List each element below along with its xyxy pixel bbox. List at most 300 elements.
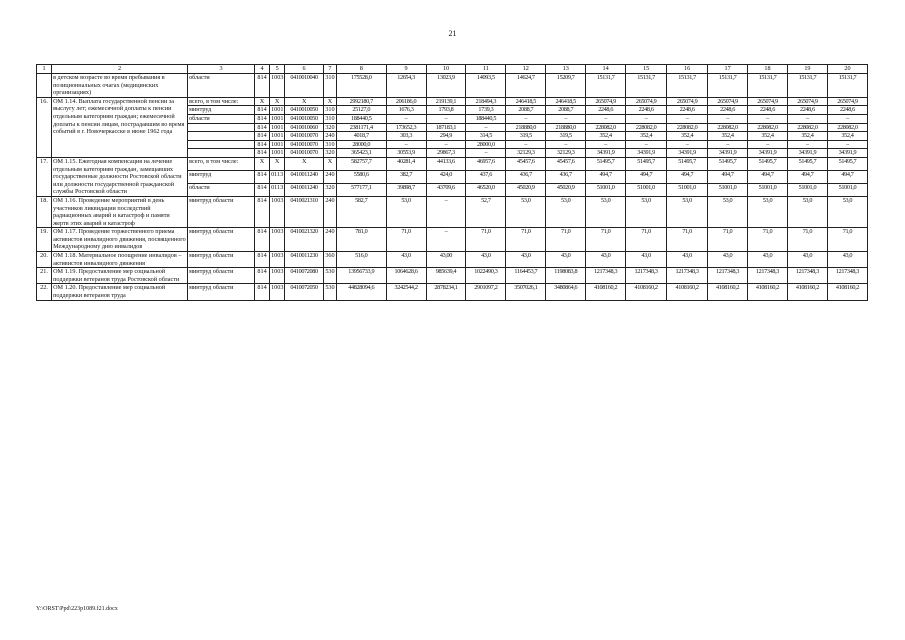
amount-cell: 13023,9 — [426, 74, 466, 98]
amount-cell: 228082,0 — [787, 123, 827, 132]
budget-code-type: 310 — [325, 114, 335, 122]
amount-cell: 53,0 — [586, 196, 626, 227]
budget-code-article: X — [285, 157, 324, 170]
budget-code-section: 1001 — [271, 149, 284, 157]
budget-code-gov: 814 — [254, 149, 269, 158]
amount-cell: – — [506, 140, 546, 149]
amount-cell: 51001,0 — [748, 183, 788, 196]
amount-cell: 71,0 — [667, 228, 708, 252]
budget-code-article: 0410011240 — [285, 170, 324, 183]
amount-cell: 71,0 — [466, 228, 506, 252]
amount-cell: 51495,7 — [748, 157, 788, 170]
executor: всего, в том числе: — [188, 97, 255, 106]
budget-code-type: 360 — [324, 252, 337, 268]
amount-cell: – — [748, 140, 788, 149]
amount-cell: 43,0 — [586, 252, 626, 268]
executor: минтруд области — [188, 228, 255, 252]
amount-cell: 218880,0 — [506, 123, 546, 132]
column-header: 5 — [270, 65, 285, 74]
amount-cell: 352,4 — [827, 132, 867, 141]
amount-cell: 3242544,2 — [386, 284, 426, 300]
executor: минтруд области — [188, 284, 255, 300]
budget-code-type: 240 — [324, 196, 337, 227]
amount-cell: 2381171,4 — [336, 123, 386, 132]
row-number: 19. — [37, 228, 52, 252]
amount-cell: – — [546, 140, 586, 149]
amount-cell: 45020,9 — [506, 183, 546, 196]
amount-cell: 53,0 — [506, 196, 546, 227]
amount-cell: 52,7 — [466, 196, 506, 227]
budget-code-section: 1003 — [270, 196, 285, 227]
row-number: 18. — [37, 196, 52, 227]
budget-code-type: 240 — [325, 132, 335, 140]
amount-cell: 4108160,2 — [586, 284, 626, 300]
amount-cell: – — [586, 114, 626, 123]
budget-code-gov: 814 — [254, 228, 269, 252]
budget-code-gov: 814 — [254, 196, 269, 227]
row-number: 16. — [37, 97, 52, 157]
amount-cell: 494,7 — [667, 170, 708, 183]
amount-cell: 352,4 — [787, 132, 827, 141]
amount-cell: 582,7 — [336, 196, 386, 227]
budget-code-gov: X — [254, 157, 269, 170]
executor — [188, 149, 255, 158]
executor — [188, 123, 255, 132]
amount-cell: 44828094,6 — [336, 284, 386, 300]
budget-code-section: 1001 — [271, 132, 284, 140]
column-header: 7 — [324, 65, 337, 74]
measure-name: ОМ 1.15. Ежегодная компенсация на лечение отдельным категориям граждан, замещавших государственные должности Ростовской области или должности государственной гражданской службы Ростовской области — [52, 157, 188, 196]
amount-cell: 51001,0 — [626, 183, 667, 196]
amount-cell: 28000,0 — [466, 140, 506, 149]
amount-cell: 71,0 — [827, 228, 867, 252]
amount-cell: 352,4 — [586, 132, 626, 141]
column-header: 1 — [37, 65, 52, 74]
amount-cell: 2248,6 — [708, 106, 748, 115]
column-header: 9 — [386, 65, 426, 74]
budget-code-section: 0113 — [270, 170, 285, 183]
budget-code-type: 320 — [325, 123, 335, 131]
amount-cell: 12654,3 — [386, 74, 426, 98]
amount-cell: 43,0 — [787, 252, 827, 268]
table-header — [37, 65, 868, 74]
amount-cell: 51495,7 — [586, 157, 626, 170]
amount-cell: 1022490,3 — [466, 268, 506, 284]
amount-cell: 1164453,7 — [506, 268, 546, 284]
amount-cell: 218494,3 — [466, 97, 506, 106]
table-row — [37, 268, 868, 284]
amount-cell: 71,0 — [748, 228, 788, 252]
column-header: 18 — [748, 65, 788, 74]
amount-cell: 46520,0 — [466, 183, 506, 196]
amount-cell: 352,4 — [708, 132, 748, 141]
amount-cell: 51001,0 — [667, 183, 708, 196]
amount-cell: 25127,0 — [336, 106, 386, 115]
budget-code-type: 530 — [324, 268, 337, 284]
header-row — [37, 65, 868, 74]
column-header: 2 — [52, 65, 188, 74]
column-header: 13 — [546, 65, 586, 74]
table-row — [37, 284, 868, 300]
amount-cell: 436,7 — [546, 170, 586, 183]
budget-code-type: 530 — [324, 284, 337, 300]
amount-cell: 424,0 — [426, 170, 466, 183]
amount-cell: 494,7 — [708, 170, 748, 183]
amount-cell: 303,3 — [386, 132, 426, 141]
budget-code-gov: 814 — [254, 140, 269, 149]
amount-cell: 43,0 — [626, 252, 667, 268]
measure-name: в детском возрасте во время пребывания в позиционнальных очагах (медицинских организациях) — [52, 74, 188, 98]
budget-code-type: 310 — [325, 106, 335, 114]
budget-code-section: X — [270, 97, 285, 106]
amount-cell: 15131,7 — [827, 74, 867, 98]
amount-cell: 71,0 — [787, 228, 827, 252]
amount-cell: 1217348,3 — [626, 268, 667, 284]
executor — [188, 140, 255, 149]
measure-name: ОМ 1.16. Проведение мероприятий в день участников ликвидации последствий радиационных аварий и катастроф и памяти жертв этих аварий и катастроф — [52, 196, 188, 227]
amount-cell: 53,0 — [546, 196, 586, 227]
column-header: 14 — [586, 65, 626, 74]
amount-cell: – — [626, 140, 667, 149]
amount-cell: 314,5 — [466, 132, 506, 141]
budget-code-gov: 814 — [254, 123, 269, 132]
amount-cell: 43,0 — [466, 252, 506, 268]
budget-code-type: 320 — [324, 183, 337, 196]
budget-code-section: 1003 — [270, 74, 285, 98]
amount-cell: 4018,7 — [336, 132, 386, 141]
amount-cell: 265074,9 — [626, 97, 667, 106]
amount-cell: 219139,1 — [426, 97, 466, 106]
amount-cell: 43,0 — [546, 252, 586, 268]
amount-cell: 228082,0 — [626, 123, 667, 132]
budget-code-gov: 814 — [254, 284, 269, 300]
amount-cell: 29867,3 — [426, 149, 466, 158]
amount-cell: 437,6 — [466, 170, 506, 183]
table-row — [37, 157, 868, 170]
amount-cell: 1217348,3 — [667, 268, 708, 284]
amount-cell: – — [708, 114, 748, 123]
executor: области — [188, 183, 255, 196]
budget-code-type: 320 — [325, 149, 335, 157]
amount-cell: 51001,0 — [827, 183, 867, 196]
amount-cell: 2248,6 — [827, 106, 867, 115]
amount-cell: 53,0 — [667, 196, 708, 227]
amount-cell: 45020,9 — [546, 183, 586, 196]
amount-cell: 2248,6 — [748, 106, 788, 115]
amount-cell: 228082,0 — [667, 123, 708, 132]
amount-cell: 436,7 — [506, 170, 546, 183]
amount-cell: – — [708, 140, 748, 149]
amount-cell: 294,9 — [426, 132, 466, 141]
amount-cell: 228082,0 — [586, 123, 626, 132]
row-number: 20. — [37, 252, 52, 268]
column-header: 20 — [827, 65, 867, 74]
amount-cell: 1676,3 — [386, 106, 426, 115]
amount-cell: 2992180,7 — [336, 97, 386, 106]
row-number: 22. — [37, 284, 52, 300]
budget-code-section: 1003 — [270, 284, 285, 300]
amount-cell: 15131,7 — [626, 74, 667, 98]
amount-cell: 494,7 — [586, 170, 626, 183]
amount-cell: 2088,7 — [506, 106, 546, 115]
amount-cell: 51001,0 — [708, 183, 748, 196]
amount-cell: 4108160,2 — [708, 284, 748, 300]
budget-code-article: 0410010050 — [285, 114, 324, 123]
amount-cell: 1739,3 — [466, 106, 506, 115]
measure-name: ОМ 1.17. Проведение торжественного приема активистов инвалидного движения, посвященного Международному дню инвалидов — [53, 228, 186, 251]
amount-cell: 51495,7 — [787, 157, 827, 170]
amount-cell: 34391,9 — [827, 149, 867, 158]
executor: минтруд области — [188, 252, 255, 268]
amount-cell: 1217348,3 — [586, 268, 626, 284]
amount-cell: 1217348,3 — [787, 268, 827, 284]
column-header: 3 — [188, 65, 255, 74]
amount-cell: – — [546, 114, 586, 123]
amount-cell: 5580,6 — [336, 170, 386, 183]
amount-cell: – — [466, 149, 506, 158]
amount-cell: 43,0 — [748, 252, 788, 268]
amount-cell: 3507026,1 — [506, 284, 546, 300]
amount-cell: 51001,0 — [787, 183, 827, 196]
amount-cell: 43,0 — [386, 252, 426, 268]
amount-cell: 45457,6 — [546, 157, 586, 170]
amount-cell: – — [426, 228, 466, 252]
amount-cell: 2248,6 — [586, 106, 626, 115]
amount-cell: 246418,5 — [546, 97, 586, 106]
budget-code-article: 0410021320 — [285, 228, 324, 252]
amount-cell: – — [386, 140, 426, 149]
budget-code-article: 0410010070 — [285, 140, 324, 149]
budget-code-section: 1001 — [271, 123, 284, 131]
amount-cell: 13956733,9 — [336, 268, 386, 284]
amount-cell: 206186,0 — [386, 97, 426, 106]
amount-cell: 2088,7 — [546, 106, 586, 115]
amount-cell: – — [386, 114, 426, 123]
amount-cell: 34391,9 — [748, 149, 788, 158]
amount-cell: 71,0 — [586, 228, 626, 252]
column-header: 17 — [708, 65, 748, 74]
amount-cell: 494,7 — [787, 170, 827, 183]
amount-cell: 228082,0 — [708, 123, 748, 132]
amount-cell: 14093,5 — [466, 74, 506, 98]
amount-cell: 228082,0 — [748, 123, 788, 132]
executor: области — [188, 114, 255, 123]
amount-cell: 4108160,2 — [787, 284, 827, 300]
amount-cell: 173652,3 — [386, 123, 426, 132]
amount-cell: 2248,6 — [667, 106, 708, 115]
budget-code-article: 0410010040 — [285, 74, 324, 98]
amount-cell: 34391,9 — [708, 149, 748, 158]
amount-cell: 4108160,2 — [827, 284, 867, 300]
amount-cell: – — [426, 114, 466, 123]
amount-cell: 51495,7 — [827, 157, 867, 170]
amount-cell: 2248,6 — [626, 106, 667, 115]
amount-cell: 15131,7 — [586, 74, 626, 98]
amount-cell: 2248,6 — [787, 106, 827, 115]
amount-cell: 265074,9 — [787, 97, 827, 106]
row-number: 21. — [37, 268, 52, 284]
amount-cell: 582757,7 — [336, 157, 386, 170]
amount-cell: 2901097,2 — [466, 284, 506, 300]
table-row — [37, 74, 868, 98]
amount-cell: 53,0 — [386, 196, 426, 227]
amount-cell: 15131,7 — [787, 74, 827, 98]
amount-cell: 4108160,2 — [626, 284, 667, 300]
amount-cell: – — [466, 123, 506, 132]
amount-cell: – — [667, 114, 708, 123]
amount-cell: 53,0 — [626, 196, 667, 227]
budget-code-article: 0410021310 — [285, 196, 324, 227]
amount-cell: 2878234,1 — [426, 284, 466, 300]
page-number: 21 — [448, 29, 457, 38]
amount-cell: 1064628,6 — [386, 268, 426, 284]
budget-code-gov: 814 — [254, 183, 269, 196]
amount-cell: 352,4 — [667, 132, 708, 141]
measure-name: ОМ 1.20. Предоставление мер социальной поддержки ветеранов труда — [52, 284, 188, 300]
column-header: 15 — [626, 65, 667, 74]
executor: всего, в том числе: — [188, 157, 255, 170]
amount-cell: 71,0 — [626, 228, 667, 252]
amount-cell: 228082,0 — [827, 123, 867, 132]
amount-cell: 32129,3 — [506, 149, 546, 158]
amount-cell: 15131,7 — [748, 74, 788, 98]
amount-cell: – — [667, 140, 708, 149]
executor: минтруд области — [188, 196, 255, 227]
budget-code-article: 0410072080 — [285, 268, 324, 284]
executor: минтруд — [188, 106, 255, 115]
amount-cell: 577177,1 — [336, 183, 386, 196]
amount-cell: 985639,4 — [426, 268, 466, 284]
amount-cell: 494,7 — [626, 170, 667, 183]
amount-cell: 43,00 — [426, 252, 466, 268]
amount-cell: 34391,9 — [787, 149, 827, 158]
amount-cell: – — [827, 140, 867, 149]
budget-code-section: 1003 — [270, 252, 285, 268]
budget-code-section: X — [270, 157, 285, 170]
row-number — [37, 74, 52, 98]
budget-code-section: 1001 — [271, 140, 284, 148]
amount-cell: 265074,9 — [708, 97, 748, 106]
amount-cell: 265074,9 — [827, 97, 867, 106]
budget-code-article: 0410010070 — [285, 132, 324, 141]
amount-cell: – — [426, 140, 466, 149]
amount-cell: 15131,7 — [708, 74, 748, 98]
amount-cell: 15131,7 — [667, 74, 708, 98]
amount-cell: 39898,7 — [386, 183, 426, 196]
budget-code-gov: 814 — [254, 252, 269, 268]
amount-cell: 15209,7 — [546, 74, 586, 98]
amount-cell: 516,0 — [336, 252, 386, 268]
amount-cell: 34391,9 — [626, 149, 667, 158]
amount-cell: 34391,9 — [667, 149, 708, 158]
budget-code-gov: 814 — [254, 132, 269, 141]
measure-name: ОМ 1.14. Выплата государственной пенсии за выслугу лет; ежемесячной доплаты к пенсии отдельным категориям граждан; ежемесячной доплаты к пенсии лицам, пострадавшим во время событий в г. Новочеркасске в июне 1962 года — [52, 97, 188, 157]
amount-cell: 365423,1 — [336, 149, 386, 158]
column-header: 6 — [285, 65, 324, 74]
amount-cell: 53,0 — [708, 196, 748, 227]
budget-code-article: 0410010070 — [285, 149, 324, 158]
amount-cell: – — [787, 114, 827, 123]
amount-cell: 265074,9 — [667, 97, 708, 106]
amount-cell: 1217348,3 — [708, 268, 748, 284]
amount-cell: 71,0 — [708, 228, 748, 252]
amount-cell: 494,7 — [748, 170, 788, 183]
executor — [188, 132, 255, 141]
budget-code-type: X — [324, 157, 337, 170]
amount-cell: 51495,7 — [626, 157, 667, 170]
amount-cell: 218880,0 — [546, 123, 586, 132]
budget-code-gov: 814 — [254, 74, 269, 98]
amount-cell: 4108160,2 — [748, 284, 788, 300]
executor: области — [188, 74, 255, 98]
budget-code-section: 1001 — [271, 114, 284, 122]
budget-code-type: X — [324, 97, 337, 106]
column-header: 12 — [506, 65, 546, 74]
table-row — [37, 97, 868, 106]
column-header: 8 — [336, 65, 386, 74]
amount-cell: 14624,7 — [506, 74, 546, 98]
amount-cell: 45457,6 — [506, 157, 546, 170]
amount-cell: 40281,4 — [386, 157, 426, 170]
amount-cell: 43,0 — [708, 252, 748, 268]
budget-code-article: 0410011240 — [285, 183, 324, 196]
amount-cell: 175528,0 — [336, 74, 386, 98]
column-header: 16 — [667, 65, 708, 74]
amount-cell: 1217348,3 — [827, 268, 867, 284]
amount-cell: 382,7 — [386, 170, 426, 183]
amount-cell: 34391,9 — [586, 149, 626, 158]
amount-cell: 781,0 — [336, 228, 386, 252]
amount-cell: 51495,7 — [708, 157, 748, 170]
table-row — [37, 252, 868, 268]
table-row — [37, 196, 868, 227]
amount-cell: 51001,0 — [586, 183, 626, 196]
amount-cell: 494,7 — [827, 170, 867, 183]
budget-code-type: 310 — [324, 74, 337, 98]
budget-code-section: 1003 — [270, 228, 285, 252]
column-header: 10 — [426, 65, 466, 74]
table-row — [37, 228, 868, 252]
amount-cell: 265074,9 — [586, 97, 626, 106]
amount-cell: 28000,0 — [336, 140, 386, 149]
amount-cell: 30553,9 — [386, 149, 426, 158]
amount-cell: 53,0 — [827, 196, 867, 227]
amount-cell: – — [748, 114, 788, 123]
budget-code-type: 240 — [324, 228, 337, 252]
budget-code-article: X — [285, 97, 324, 106]
amount-cell: 71,0 — [546, 228, 586, 252]
amount-cell: 1793,8 — [426, 106, 466, 115]
amount-cell: 4108160,2 — [667, 284, 708, 300]
measure-name: ОМ 1.18. Материальное поощрение инвалидов – активистов инвалидного движения — [52, 252, 188, 268]
amount-cell: 43,0 — [827, 252, 867, 268]
budget-code-type: 310 — [325, 140, 335, 148]
row-number: 17. — [37, 157, 52, 196]
amount-cell: 32129,3 — [546, 149, 586, 158]
budget-table — [36, 64, 868, 301]
amount-cell: 246418,5 — [506, 97, 546, 106]
amount-cell: 1198083,8 — [546, 268, 586, 284]
amount-cell: 319,5 — [506, 132, 546, 141]
amount-cell: 352,4 — [626, 132, 667, 141]
budget-code-gov: 814 — [254, 268, 269, 284]
amount-cell: 43709,6 — [426, 183, 466, 196]
executor: минтруд области — [188, 268, 255, 284]
amount-cell: – — [827, 114, 867, 123]
measure-name: ОМ 1.19. Предоставление мер социальной поддержки ветеранов труда Ростовской области — [52, 268, 188, 284]
amount-cell: 3480864,6 — [546, 284, 586, 300]
amount-cell: 352,4 — [748, 132, 788, 141]
